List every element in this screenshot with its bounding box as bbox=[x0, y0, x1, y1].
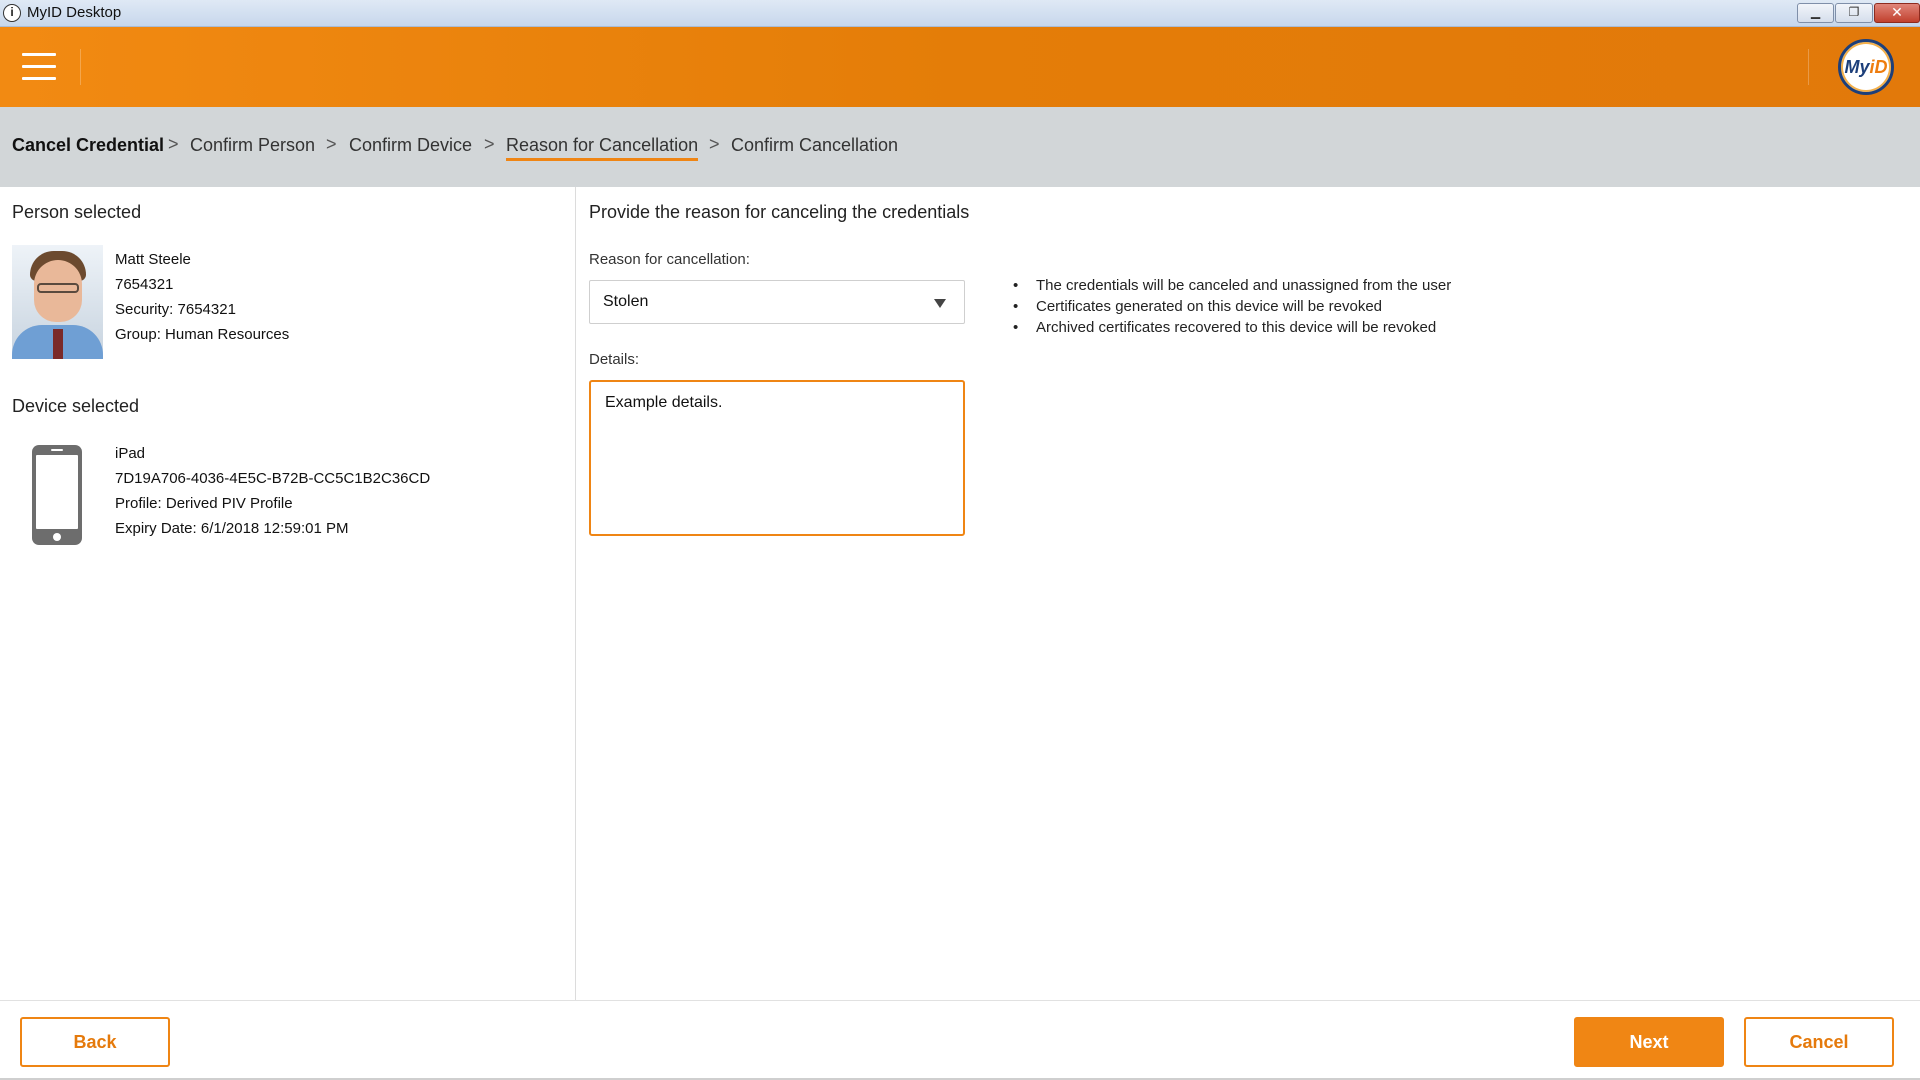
device-selected-heading: Device selected bbox=[12, 396, 140, 416]
hamburger-menu-icon[interactable] bbox=[22, 53, 56, 81]
reason-label: Reason for cancellation: bbox=[589, 251, 750, 268]
person-id: 7654321 bbox=[115, 276, 174, 293]
header-divider bbox=[1808, 49, 1809, 85]
person-name: Matt Steele bbox=[115, 251, 191, 268]
window-title: MyID Desktop bbox=[27, 4, 122, 21]
reason-dropdown[interactable] bbox=[589, 280, 965, 324]
person-security: Security: 7654321 bbox=[115, 301, 236, 318]
device-expiry: Expiry Date: 6/1/2018 12:59:01 PM bbox=[115, 520, 349, 537]
cancellation-form-panel bbox=[577, 187, 1920, 1000]
reason-selected-value: Stolen bbox=[603, 293, 649, 310]
form-heading: Provide the reason for canceling the credentials bbox=[589, 202, 970, 222]
person-selected-heading: Person selected bbox=[12, 202, 142, 222]
cancellation-notes bbox=[1013, 275, 1451, 338]
window-titlebar bbox=[0, 0, 1920, 27]
cancel-button[interactable]: Cancel bbox=[1744, 1017, 1894, 1067]
breadcrumb-cancel-credential[interactable]: Cancel Credential bbox=[12, 135, 165, 155]
restore-button[interactable]: ❐ bbox=[1835, 3, 1873, 23]
device-profile: Profile: Derived PIV Profile bbox=[115, 495, 293, 512]
myid-logo: MyiD bbox=[1838, 39, 1894, 95]
breadcrumb-confirm-person[interactable]: Confirm Person bbox=[190, 135, 316, 155]
next-button[interactable]: Next bbox=[1574, 1017, 1724, 1067]
chevron-right-icon: > bbox=[484, 134, 495, 154]
device-name: iPad bbox=[115, 445, 146, 462]
chevron-down-icon bbox=[934, 299, 946, 308]
breadcrumb bbox=[0, 107, 1920, 187]
selection-summary-panel bbox=[0, 187, 576, 1000]
app-info-icon: i bbox=[3, 4, 21, 22]
breadcrumb-confirm-device[interactable]: Confirm Device bbox=[349, 135, 473, 155]
person-avatar bbox=[12, 245, 103, 359]
details-textarea[interactable] bbox=[589, 380, 965, 536]
list-item: • Certificates generated on this device will be revoked bbox=[1013, 296, 1451, 317]
details-label: Details: bbox=[589, 351, 640, 368]
app-header bbox=[0, 27, 1920, 107]
close-button[interactable]: ✕ bbox=[1874, 3, 1920, 23]
device-serial: 7D19A706-4036-4E5C-B72B-CC5C1B2C36CD bbox=[115, 470, 431, 487]
chevron-right-icon: > bbox=[709, 134, 720, 154]
phone-device-icon bbox=[30, 443, 84, 547]
breadcrumb-reason-for-cancellation[interactable]: Reason for Cancellation bbox=[506, 135, 698, 161]
breadcrumb-confirm-cancellation[interactable]: Confirm Cancellation bbox=[731, 135, 899, 155]
header-divider bbox=[80, 49, 81, 85]
footer-bar bbox=[0, 1000, 1920, 1080]
minimize-button[interactable]: ▁ bbox=[1797, 3, 1834, 23]
person-group: Group: Human Resources bbox=[115, 326, 290, 343]
list-item: • The credentials will be canceled and unassigned from the user bbox=[1013, 275, 1451, 296]
chevron-right-icon: > bbox=[168, 134, 179, 154]
back-button[interactable]: Back bbox=[20, 1017, 170, 1067]
chevron-right-icon: > bbox=[326, 134, 337, 154]
list-item: • Archived certificates recovered to this device will be revoked bbox=[1013, 317, 1451, 338]
